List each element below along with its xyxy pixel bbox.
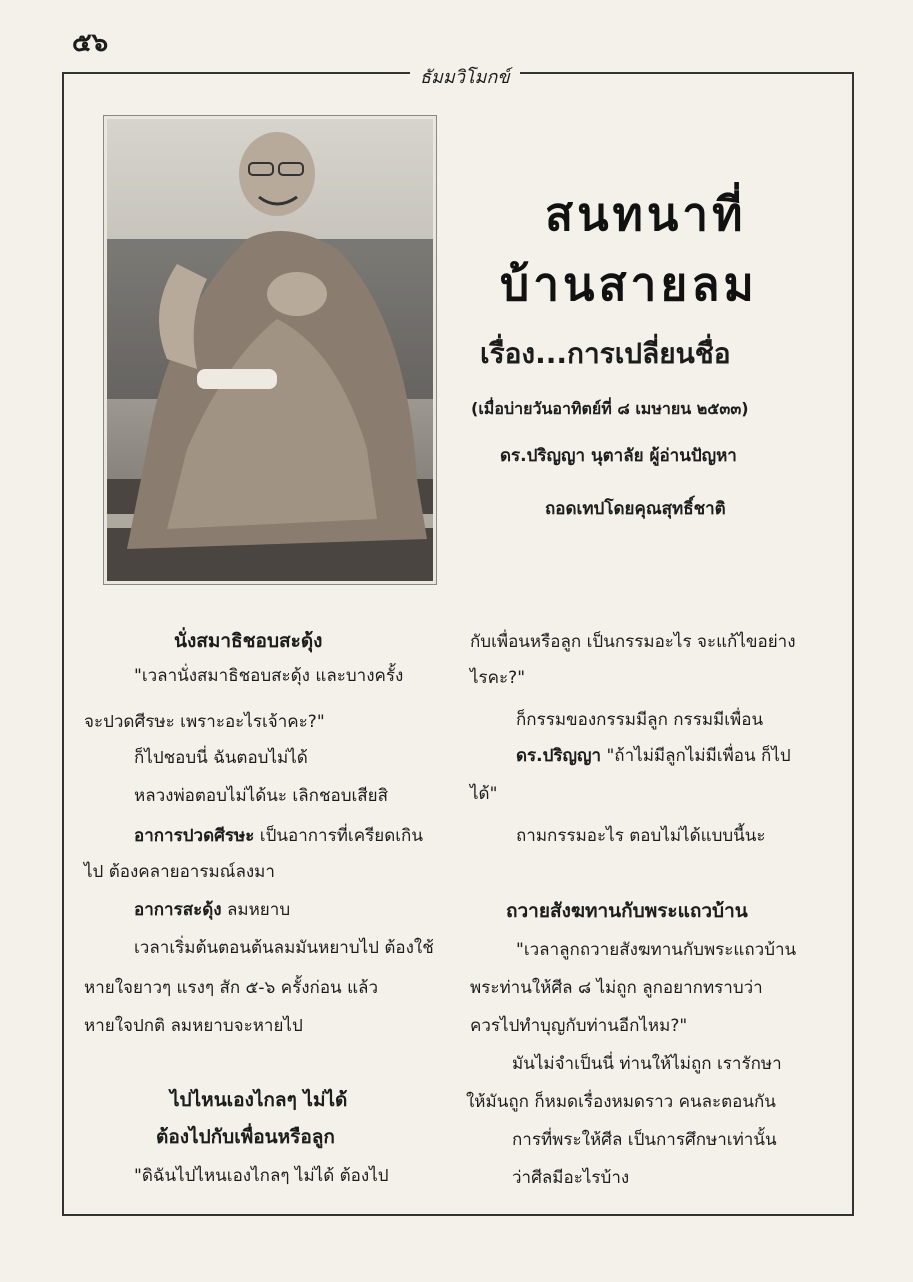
paragraph-text: "ถ้าไม่มีลูกไม่มีเพื่อน ก็ไป [601,746,791,766]
section-heading: ถวายสังฆทานกับพระแถวบ้าน [506,900,748,922]
paragraph-line [516,742,791,769]
paragraph-line: การที่พระให้ศีล เป็นการศึกษาเท่านั้น [512,1130,777,1150]
paragraph-line [134,896,290,923]
article-title-line2: บ้านสายลม [500,257,758,311]
paragraph-line: หายใจปกติ ลมหยาบจะหายไป [84,1016,303,1036]
article-date: (เมื่อบ่ายวันอาทิตย์ที่ ๘ เมษายน ๒๕๓๓) [471,399,749,418]
section-heading: นั่งสมาธิชอบสะดุ้ง [174,630,323,652]
paragraph-line: หายใจยาวๆ แรงๆ สัก ๕-๖ ครั้งก่อน แล้ว [84,978,379,998]
paragraph-line: หลวงพ่อตอบไม่ได้นะ เลิกชอบเสียสิ [134,786,389,806]
paragraph-text: ลมหยาบ [221,900,291,920]
article-subtitle: เรื่อง...การเปลี่ยนชื่อ [480,337,731,370]
paragraph-line: พระท่านให้ศีล ๘ ไม่ถูก ลูกอยากทราบว่า [470,978,763,998]
paragraph-line: "เวลานั่งสมาธิชอบสะดุ้ง และบางครั้ง [134,666,404,686]
paragraph-line: จะปวดศีรษะ เพราะอะไรเจ้าคะ?" [84,712,325,732]
paragraph-line: ถามกรรมอะไร ตอบไม่ได้แบบนี้นะ [516,826,766,846]
paragraph-line: ได้" [470,784,498,804]
paragraph-line [134,822,423,849]
article-credit: ถอดเทปโดยคุณสุทธิ์ชาติ [545,499,726,519]
paragraph-line: ไป ต้องคลายอารมณ์ลงมา [84,862,275,882]
article-author: ดร.ปริญญา นุตาลัย ผู้อ่านปัญหา [500,446,737,466]
section-heading: ไปไหนเองไกลๆ ไม่ได้ [170,1089,348,1111]
paragraph-line: ว่าศีลมีอะไรบ้าง [512,1168,630,1188]
magazine-header: ธัมมวิโมกข์ [410,62,520,91]
page-number: ๕๖ [72,28,109,58]
bold-term: ดร.ปริญญา [516,746,602,766]
paragraph-line: ไรคะ?" [470,668,526,688]
paragraph-line: ก็กรรมของกรรมมีลูก กรรมมีเพื่อน [516,710,764,730]
article-title-line1: สนทนาที่ [545,187,747,241]
paragraph-line: ก็ไปชอบนี่ ฉันตอบไม่ได้ [134,748,308,768]
paragraph-line: มันไม่จำเป็นนี่ ท่านให้ไม่ถูก เรารักษา [512,1054,782,1074]
bold-term: อาการสะดุ้ง [134,900,222,920]
paragraph-line: "เวลาลูกถวายสังฆทานกับพระแถวบ้าน [516,940,797,960]
paragraph-line: ให้มันถูก ก็หมดเรื่องหมดราว คนละตอนกัน [466,1092,776,1112]
paragraph-line: "ดิฉันไปไหนเองไกลๆ ไม่ได้ ต้องไป [134,1166,389,1186]
bold-term: อาการปวดศีรษะ [134,826,255,846]
section-heading: ต้องไปกับเพื่อนหรือลูก [156,1126,335,1148]
paragraph-text: เป็นอาการที่เครียดเกิน [254,826,423,846]
paragraph-line: กับเพื่อนหรือลูก เป็นกรรมอะไร จะแก้ไขอย่าง [470,632,796,652]
paragraph-line: เวลาเริ่มต้นตอนต้นลมมันหยาบไป ต้องใช้ [134,938,434,958]
monk-photo [104,116,436,584]
paragraph-line: ควรไปทำบุญกับท่านอีกไหม?" [470,1016,688,1036]
